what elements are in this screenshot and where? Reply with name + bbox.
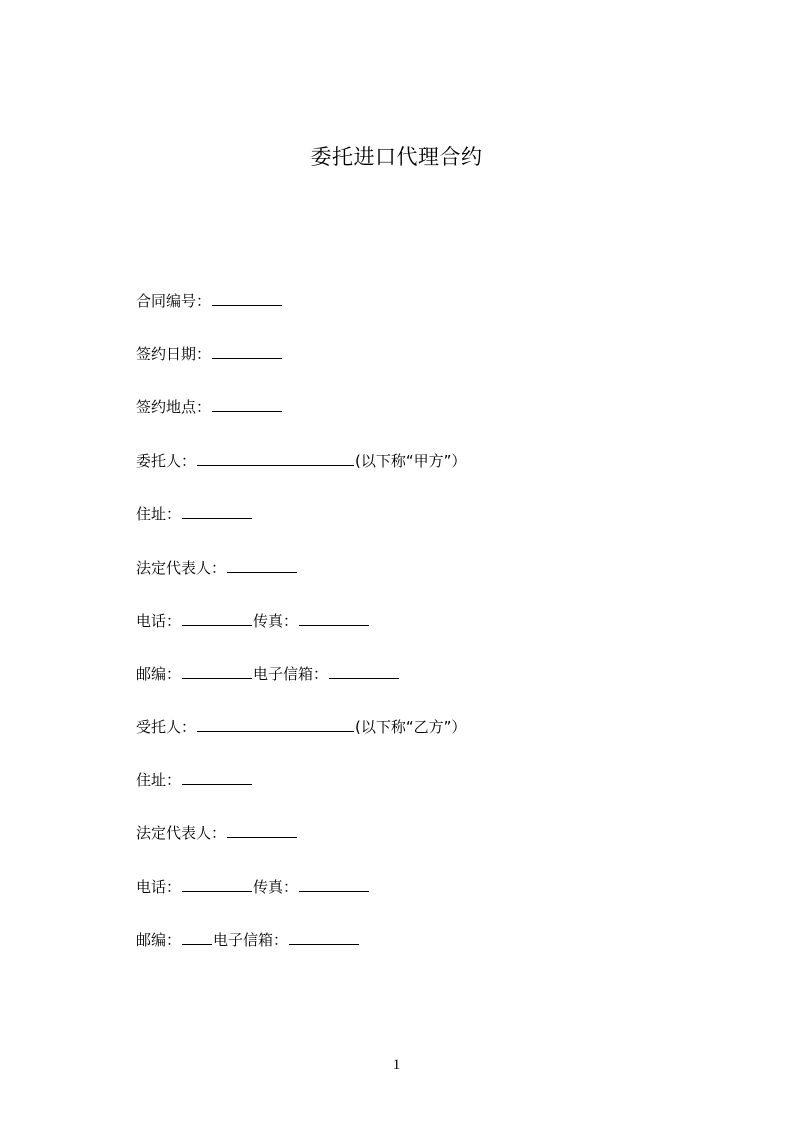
client-phone-line: [136, 610, 370, 632]
agent-phone-blank[interactable]: [182, 876, 252, 892]
agent-fax-label: 传真：: [253, 878, 299, 896]
agent-rep-line: [136, 822, 298, 844]
client-line: [136, 450, 466, 472]
agent-suffix: (以下称“乙方”）: [355, 718, 467, 736]
client-email-blank[interactable]: [329, 663, 399, 679]
agent-blank[interactable]: [197, 716, 354, 732]
page-number: 1: [392, 1057, 401, 1073]
client-postcode-label: 邮编：: [136, 665, 182, 683]
agent-rep-label: 法定代表人：: [136, 824, 227, 842]
sign-place-label: 签约地点：: [136, 398, 212, 416]
sign-date-line: [136, 343, 283, 365]
client-blank[interactable]: [197, 450, 354, 466]
agent-postcode-line: [136, 929, 360, 951]
client-fax-label: 传真：: [253, 612, 299, 630]
agent-postcode-label: 邮编：: [136, 931, 182, 949]
agent-address-label: 住址：: [136, 771, 182, 789]
client-phone-label: 电话：: [136, 612, 182, 630]
client-email-label: 电子信箱：: [253, 665, 329, 683]
contract-number-blank[interactable]: [212, 290, 282, 306]
document-title: 委托进口代理合约: [310, 145, 483, 169]
agent-email-label: 电子信箱：: [213, 931, 289, 949]
client-rep-label: 法定代表人：: [136, 559, 227, 577]
client-postcode-blank[interactable]: [182, 663, 252, 679]
contract-number-line: [136, 290, 283, 312]
agent-email-blank[interactable]: [289, 929, 359, 945]
client-address-blank[interactable]: [182, 503, 252, 519]
client-postcode-line: [136, 663, 400, 685]
agent-address-line: [136, 769, 253, 791]
client-address-label: 住址：: [136, 505, 182, 523]
sign-date-blank[interactable]: [212, 343, 282, 359]
client-rep-blank[interactable]: [227, 557, 297, 573]
client-label: 委托人：: [136, 452, 197, 470]
contract-number-label: 合同编号：: [136, 292, 212, 310]
sign-date-label: 签约日期：: [136, 345, 212, 363]
agent-fax-blank[interactable]: [299, 876, 369, 892]
agent-postcode-blank[interactable]: [182, 929, 212, 945]
agent-label: 受托人：: [136, 718, 197, 736]
agent-line: [136, 716, 466, 738]
client-rep-line: [136, 557, 298, 579]
client-phone-blank[interactable]: [182, 610, 252, 626]
agent-phone-label: 电话：: [136, 878, 182, 896]
client-suffix: (以下称“甲方”）: [355, 452, 467, 470]
sign-place-line: [136, 396, 283, 418]
agent-phone-line: [136, 876, 370, 898]
sign-place-blank[interactable]: [212, 396, 282, 412]
client-fax-blank[interactable]: [299, 610, 369, 626]
agent-address-blank[interactable]: [182, 769, 252, 785]
client-address-line: [136, 503, 253, 525]
agent-rep-blank[interactable]: [227, 822, 297, 838]
